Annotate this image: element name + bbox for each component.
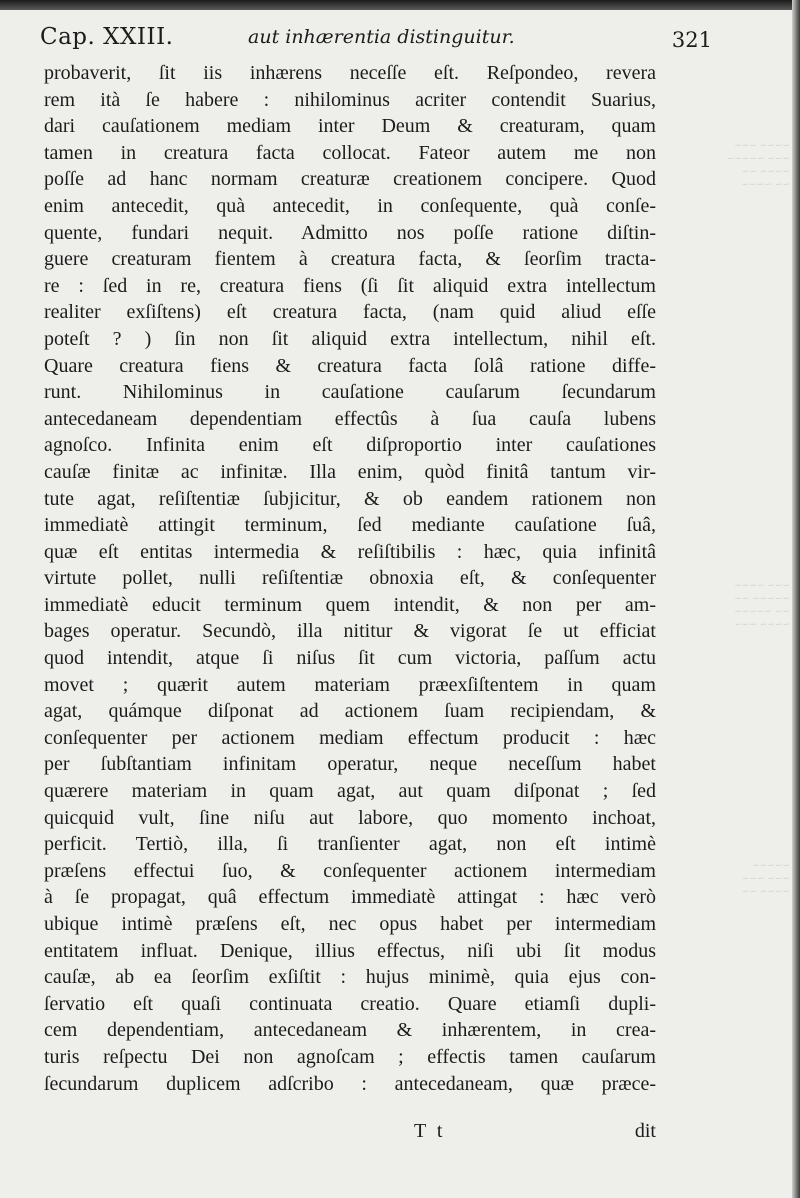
- text-line: quærere materiam in quam agat, aut quam diſponat ; ſed: [44, 780, 656, 803]
- text-line: antecedaneam dependentiam effectûs à ſua cauſa lubens: [44, 407, 656, 430]
- text-line: re : ſed in re, creatura fiens (ſi ſit aliquid extra intellectum: [44, 274, 656, 297]
- running-title: aut inhærentia distinguitur.: [248, 26, 515, 48]
- text-line: Quare creatura fiens & creatura facta ſolâ ratione diffe-: [44, 354, 656, 377]
- text-line: à ſe propagat, quâ effectum immediatè attingat : hæc verò: [44, 886, 656, 909]
- page-number: 321: [671, 28, 712, 52]
- text-line: cauſæ finitæ ac infinitæ. Illa enim, quòd finitâ tantum vir-: [44, 460, 656, 483]
- text-line: tute agat, reſiſtentiæ ſubjicitur, & ob eandem rationem non: [44, 487, 656, 510]
- text-line: enim antecedit, quà antecedit, in conſequente, quà conſe-: [44, 194, 656, 217]
- text-line: poſſe ad hanc normam creaturæ creationem concipere. Quod: [44, 168, 656, 191]
- text-line: poteſt ? ) ſin non ſit aliquid extra intellectum, nihil eſt.: [44, 327, 656, 350]
- text-line: tamen in creatura facta collocat. Fateor autem me non: [44, 141, 656, 164]
- text-line: quod intendit, atque ſi niſus ſit cum victoria, paſſum actu: [44, 647, 656, 670]
- text-line: ubique intimè præſens eſt, nec opus habet per intermediam: [44, 913, 656, 935]
- text-line: quæ eſt entitas intermedia & reſiſtibilis : hæc, quia infinitâ: [44, 540, 656, 563]
- text-line: virtute pollet, nulli reſiſtentiæ obnoxia eſt, & conſequenter: [44, 567, 656, 590]
- text-line: realiter exſiſtens) eſt creatura facta, (nam quid aliud eſſe: [44, 301, 656, 324]
- text-line: rem ità ſe habere : nihilominus acriter contendit Suarius,: [44, 88, 656, 111]
- catchword: dit: [634, 1120, 656, 1142]
- scan-edge-top: [0, 0, 800, 10]
- text-line: immediatè educit terminum quem intendit, & non per am-: [44, 593, 656, 616]
- bleed-through-shadow: ~~~~~ ~~~ ~~~ ~~~~ ~~: [741, 861, 790, 897]
- signature-mark: T t: [414, 1120, 446, 1142]
- text-line: præſens effectui ſuo, & conſequenter actionem intermediam: [44, 859, 656, 882]
- bleed-through-shadow: ~~~ ~~~~ ~~~~~ ~~ ~~ ~~~~~ ~~~~ ~~~: [734, 581, 790, 630]
- text-line: cem dependentiam, antecedaneam & inhærentem, in crea-: [44, 1019, 656, 1042]
- text-line: dari cauſationem mediam inter Deum & creaturam, quam: [44, 115, 656, 138]
- text-line: runt. Nihilominus in cauſatione cauſarum ſecundarum: [44, 381, 656, 404]
- body-text: [44, 60, 656, 1120]
- text-line: agat, quámque diſponat ad actionem ſuam recipiendam, &: [44, 700, 656, 723]
- text-line: guere creaturam fientem à creatura facta, & ſeorſim tracta-: [44, 248, 656, 271]
- text-line: per ſubſtantiam infinitam operatur, neque neceſſum habet: [44, 753, 656, 776]
- text-line: probaverit, ſit iis inhærens neceſſe eſt. Reſpondeo, revera: [44, 62, 656, 84]
- bleed-through-shadow: ~~~~ ~~~ ~~~ ~~~~~ ~~~~ ~~ ~~ ~~~~: [726, 141, 790, 190]
- text-line: ſervatio eſt quaſi continuata creatio. Quare etiamſi dupli-: [44, 992, 656, 1015]
- text-line: movet ; quærit autem materiam præexſiſtentem in quam: [44, 673, 656, 696]
- text-line: immediatè attingit terminum, ſed mediante cauſatione ſuâ,: [44, 514, 656, 537]
- text-line: perficit. Tertiò, illa, ſi tranſienter agat, non eſt intimè: [44, 833, 656, 856]
- text-line: quicquid vult, ſine niſu aut labore, quo momento inchoat,: [44, 806, 656, 829]
- scan-edge-right: [792, 0, 800, 1198]
- text-line: entitatem influat. Denique, illius effectus, niſi ubi ſit modus: [44, 939, 656, 962]
- text-line: agnoſco. Infinita enim eſt diſproportio inter cauſationes: [44, 434, 656, 457]
- text-line: bages operatur. Secundò, illa nititur & vigorat ſe ut efficiat: [44, 620, 656, 643]
- chapter-heading: Cap. XXIII.: [40, 24, 174, 50]
- text-line: conſequenter per actionem mediam effectum producit : hæc: [44, 726, 656, 749]
- page-footer: [44, 1120, 656, 1150]
- text-line: quente, fundari nequit. Admitto nos poſſe ratione diſtin-: [44, 221, 656, 244]
- running-header: [40, 24, 712, 60]
- text-line: cauſæ, ab ea ſeorſim exſiſtit : hujus minimè, quia ejus con-: [44, 966, 656, 989]
- text-line: ſecundarum duplicem adſcribo : antecedaneam, quæ præce-: [44, 1072, 656, 1095]
- text-line: turis reſpectu Dei non agnoſcam ; effectis tamen cauſarum: [44, 1045, 656, 1068]
